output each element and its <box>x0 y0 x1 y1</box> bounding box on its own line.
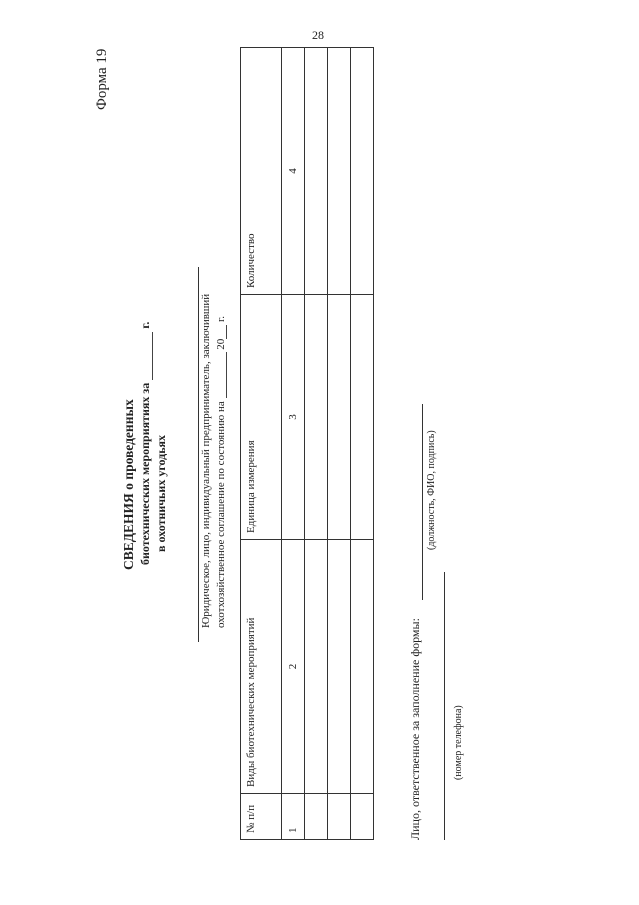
responsible-label: Лицо, ответственное за заполнение формы: <box>408 618 422 840</box>
table-row <box>305 48 328 840</box>
title-line-1: СВЕДЕНИЯ о проведенных <box>121 399 136 570</box>
title-year-suffix: г. <box>138 321 152 329</box>
col-number-2: 2 <box>282 540 305 794</box>
phone-line <box>444 572 445 840</box>
org-caption-text: охотхозяйственное соглашение по состоянию на <box>215 401 227 628</box>
table-row <box>351 48 374 840</box>
period-blank <box>152 332 153 380</box>
date-blank <box>226 353 227 399</box>
col-header-quantity: Количество <box>241 48 282 295</box>
col-header-unit: Единица измерения <box>241 295 282 540</box>
title-line-2 <box>138 322 153 565</box>
org-caption-line-2 <box>215 316 227 628</box>
year-blank <box>226 325 227 339</box>
org-caption-line-1: Юридическое, лицо, индивидуальный предприниматель, заключивший <box>200 293 212 628</box>
rotated-form <box>24 30 584 870</box>
table-row <box>328 48 351 840</box>
org-caption-year-suffix: г. <box>215 315 227 322</box>
col-number-4: 4 <box>282 48 305 295</box>
page-number: 28 <box>312 28 324 42</box>
org-name-line <box>198 267 199 642</box>
phone-hint: (номер телефона) <box>453 705 464 780</box>
title-line-2-text: биотехнических мероприятиях за <box>138 382 152 565</box>
col-number-1: 1 <box>282 794 305 840</box>
measures-table <box>240 47 374 840</box>
col-header-number: № п/п <box>241 794 282 840</box>
org-caption-year: 20 <box>215 338 227 350</box>
position-hint: (должность, ФИО, подпись) <box>426 430 437 550</box>
form-label: Форма 19 <box>94 48 110 110</box>
col-number-3: 3 <box>282 295 305 540</box>
col-header-measure-type: Виды биотехнических мероприятий <box>241 540 282 794</box>
responsible-line <box>422 404 423 600</box>
table-numbers-row <box>282 48 305 840</box>
title-line-3: в охотничьих угодьях <box>154 434 168 552</box>
table-header-row <box>241 48 282 840</box>
